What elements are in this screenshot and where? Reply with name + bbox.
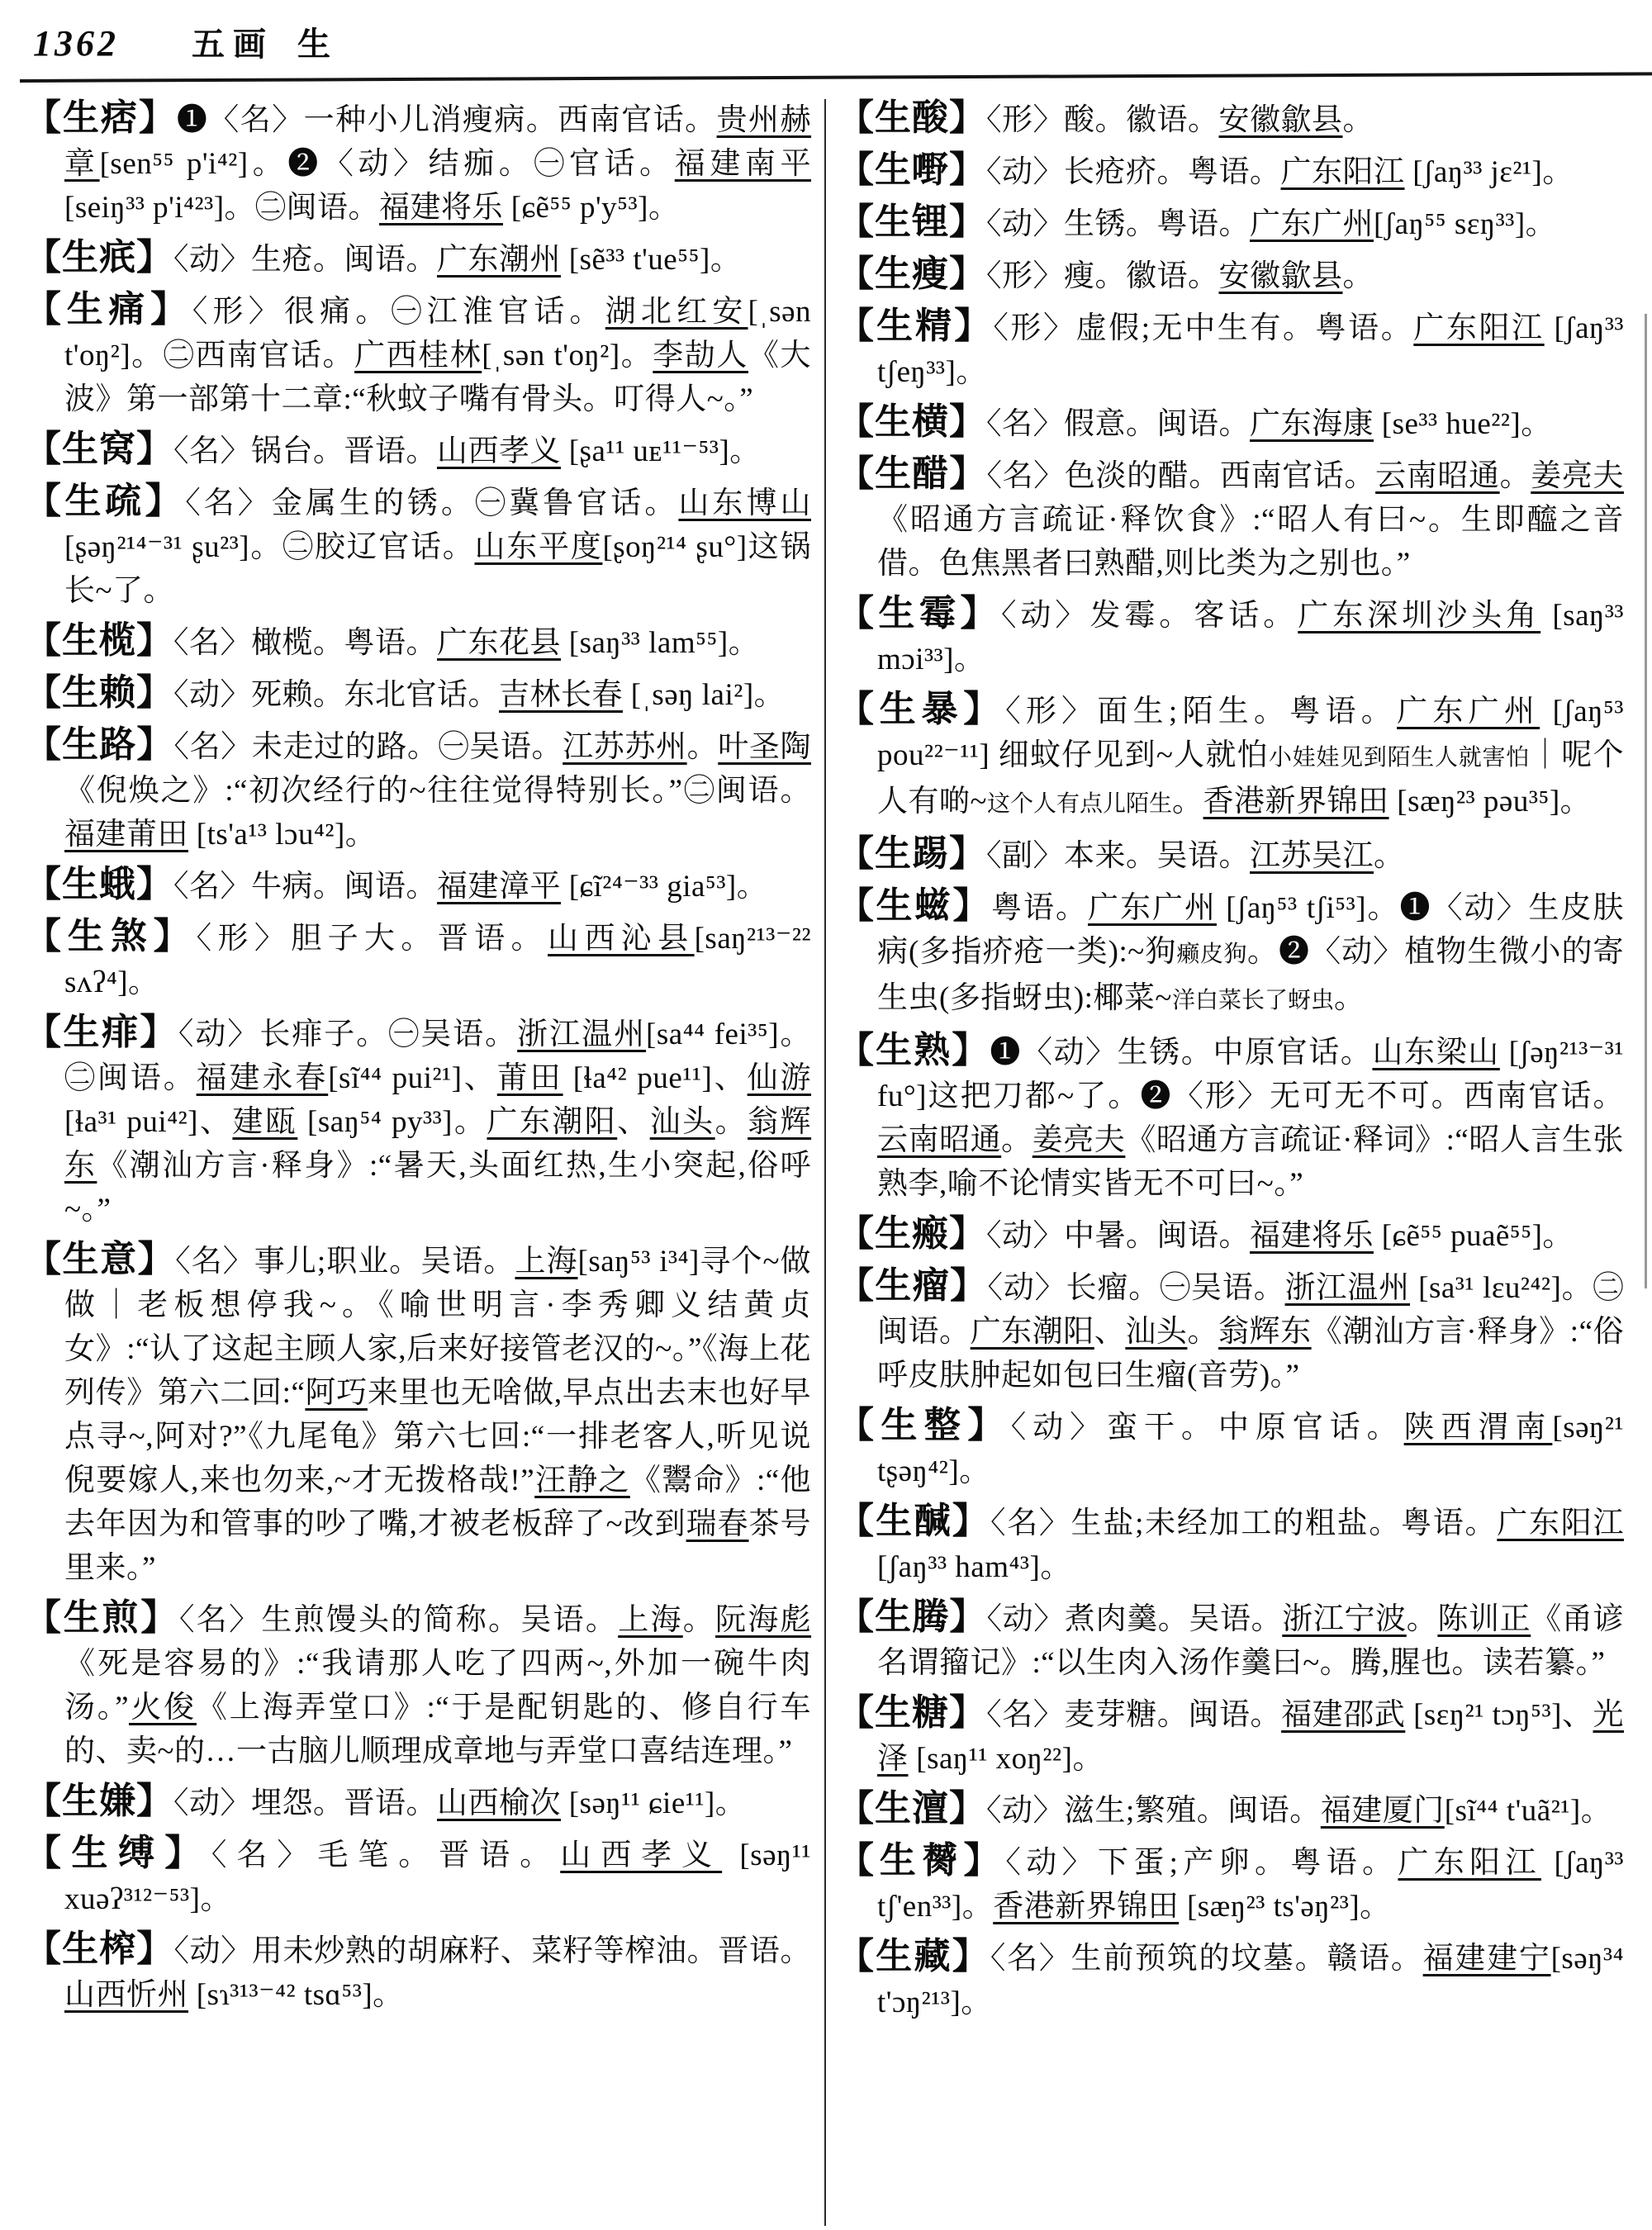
place-or-author-name: 广东花县 [437,626,561,660]
entry-headword: 【生窝】 [25,429,173,469]
entry-text: [ts'a¹³ lɔu⁴²]。 [188,818,377,852]
place-or-author-name: 福建建宁 [1422,1942,1551,1976]
place-or-author-name: 浙江温州 [517,1018,647,1051]
entry-text: 〈名〉生煎馒头的简称。吴语。 [179,1603,619,1637]
left-column [25,96,811,2023]
place-or-author-name: 山东博山 [678,486,812,520]
place-or-author-name: 福建莆田 [64,818,188,852]
entry-text: 茶号里来。” [64,1507,811,1585]
place-or-author-name: 阿巧 [305,1376,368,1410]
place-or-author-name: 莆田 [496,1061,563,1095]
place-or-author-name: 广东阳江 [1398,1846,1541,1880]
entry-headword: 【生瘢】 [838,1213,986,1254]
entry-text: 〈形〉很痛。㊀江淮官话。 [192,295,605,329]
place-or-author-name: 福建漳平 [437,870,561,904]
place-or-author-name: 福建将乐 [379,191,504,225]
place-or-author-name: 广东潮阳 [970,1315,1094,1349]
place-or-author-name: 山西孝义 [560,1839,723,1872]
entry-text: [saŋ⁵⁴ py³³]。 [297,1105,487,1139]
entry-headword: 【生疧】 [25,237,173,278]
entry-headword: 【生瘤】 [838,1265,988,1306]
stroke-section-label: 五画 [192,26,274,63]
dict-entry [838,687,1624,826]
entry-text: [sẽ³³ t'ue⁵⁵]。 [561,243,742,277]
entry-text: [sen⁵⁵ p'i⁴²]。❷〈动〉结痂。㊀官话。 [99,147,675,181]
place-or-author-name: 香港新界锦田 [993,1890,1180,1924]
entry-headword: 【生瘦】 [838,254,986,294]
entry-headword: 【生熟】 [838,1030,990,1070]
dict-entry [25,1596,811,1773]
entry-headword: 【生醋】 [838,453,987,494]
entry-headword: 【生缚】 [25,1833,211,1873]
dict-entry [25,671,811,717]
entry-text: 〈名〉橄榄。粤语。 [173,626,437,660]
place-or-author-name: 上海 [618,1603,683,1637]
dict-entry [838,1403,1624,1493]
entry-text: 《上海弄堂口》:“于是配钥匙的、修自行车的、卖~的…一古脑儿顺理成章地与弄堂口喜结连理。” [64,1691,812,1768]
dict-entry [838,452,1624,586]
entry-headword: 【生精】 [838,306,994,346]
entry-text: [saŋ³³ mɔi³³]。 [877,599,1625,676]
place-or-author-name: 广东潮州 [437,243,561,277]
place-or-author-name: 汪静之 [534,1464,630,1497]
entry-text: 〈名〉牛病。闽语。 [173,870,437,904]
entry-text: 。 [686,730,719,764]
place-or-author-name: 福建永春 [196,1061,329,1095]
place-or-author-name: 湖北红安 [605,295,748,329]
place-or-author-name: 翁辉东 [1218,1315,1312,1349]
place-or-author-name: 叶圣陶 [718,730,811,764]
entry-text: 粤语。 [991,891,1088,925]
entry-headword: 【生痞】 [25,97,177,138]
entry-text: 〈动〉死赖。东北官话。 [173,678,499,712]
entry-text: 〈动〉用未炒熟的胡麻籽、菜籽等榨油。晋语。 [173,1934,811,1968]
entry-text: [səŋ¹¹ ɕie¹¹]。 [561,1786,747,1820]
entry-text: [ɕẽ⁵⁵ puaẽ⁵⁵]。 [1374,1219,1574,1253]
place-or-author-name: 山西榆次 [437,1786,561,1820]
entry-text: 。 [1001,1123,1032,1157]
entry-headword: 【生痛】 [25,289,192,330]
entry-text: [ʃəŋ²¹³⁻³¹ fu°]这把刀都~了。❷〈形〉无可无不可。西南官话。 [877,1036,1624,1113]
dict-entry [838,96,1624,142]
entry-headword: 【生痱】 [25,1012,178,1052]
place-or-author-name: 陈训正 [1437,1602,1531,1636]
entry-text: 、 [1094,1315,1126,1349]
entry-text: 洋白菜长了蚜虫 [1171,988,1334,1013]
entry-text: [ʃaŋ³³ tʃ'en³³]。 [877,1846,1625,1924]
entry-headword: 【生螆】 [838,885,991,926]
entry-text: 〈名〉金属生的锈。㊀冀鲁官话。 [185,486,679,520]
entry-text: [ʃaŋ⁵⁵ sɛŋ³³]。 [1374,207,1557,241]
entry-text: [ˌsən t'oŋ²]。 [482,339,653,372]
place-or-author-name: 瑞春 [686,1507,749,1541]
entry-headword: 【生意】 [25,1239,176,1279]
entry-text: 〈名〉锅台。晋语。 [173,434,437,468]
entry-text: [ʃaŋ³³ ham⁴³]。 [877,1550,1071,1584]
entry-text: [ʂəŋ²¹⁴⁻³¹ ʂu²³]。㊁胶辽官话。 [64,530,475,564]
place-or-author-name: 李劼人 [653,339,748,372]
place-or-author-name: 广东阳江 [1413,311,1545,345]
page-edge-mark [1645,314,1647,1288]
entry-text: [səŋ¹¹ xuəʔ³¹²⁻⁵³]。 [64,1839,812,1916]
entry-headword: 【生榨】 [25,1929,174,1969]
place-or-author-name: 江苏苏州 [563,730,687,764]
entry-text: [ɕĩ²⁴⁻³³ gia⁵³]。 [561,870,768,904]
dict-entry [838,1212,1624,1258]
entry-text: [səŋ³⁴ t'ɔŋ²¹³]。 [877,1942,1625,2019]
entry-headword: 【生赖】 [25,672,173,713]
entry-text: 〈形〉胆子大。晋语。 [196,922,548,956]
entry-text: 〈动〉长痱子。㊀吴语。 [178,1018,518,1051]
entry-text: 〈形〉瘦。徽语。 [986,259,1219,293]
place-or-author-name: 云南昭通 [1375,459,1500,493]
entry-text: 〈动〉煮肉羹。吴语。 [986,1602,1283,1636]
place-or-author-name: 山东梁山 [1372,1036,1500,1070]
entry-text: ❶〈动〉生锈。中原官话。 [990,1036,1373,1070]
entry-text: [saŋ³³ lam⁵⁵]。 [561,626,760,660]
dict-entry [838,1264,1624,1397]
place-or-author-name: 江苏吴江 [1250,839,1374,873]
dict-entry [838,148,1624,194]
entry-text: 《潮汕方言·释身》:“俗呼皮肤肿起如包曰生瘤(音劳)。” [877,1315,1625,1393]
entry-text: 这个人有点儿陌生 [987,791,1173,817]
place-or-author-name: 安徽歙县 [1218,103,1343,137]
place-or-author-name: 广东潮阳 [487,1105,618,1139]
entry-text: 〈名〉生前预筑的坟墓。赣语。 [990,1942,1423,1976]
entry-text: 〈动〉长疮疥。粤语。 [986,155,1281,189]
dict-entry [838,400,1624,446]
place-or-author-name: 浙江宁波 [1282,1602,1407,1636]
entry-text: 〈形〉酸。徽语。 [986,103,1219,137]
entry-headword: 【生煞】 [25,916,197,956]
dict-entry [25,235,811,282]
entry-text: 〈名〉毛笔。晋语。 [211,1839,561,1872]
entry-headword: 【生榄】 [25,620,173,661]
entry-headword: 【生横】 [838,401,986,442]
place-or-author-name: 光泽 [877,1698,1625,1776]
dict-entry [25,479,811,613]
dict-entry [838,1499,1624,1589]
dict-entry [25,1779,811,1825]
dict-entry [838,884,1624,1022]
entry-text: 。 [682,1603,715,1637]
entry-headword: 【生嫌】 [25,1781,173,1821]
place-or-author-name: 山东平度 [474,530,603,564]
entry-text: 〈名〉未走过的路。㊀吴语。 [173,730,563,764]
place-or-author-name: 云南昭通 [877,1123,1002,1157]
entry-text: 〈形〉虚假;无中生有。粤语。 [993,311,1414,345]
place-or-author-name: 福建将乐 [1250,1219,1374,1253]
entry-headword: 【生腾】 [838,1597,987,1637]
entry-text: [sĩ⁴⁴ pui²¹]、 [328,1061,497,1095]
dict-entry [838,591,1624,681]
entry-headword: 【生膥】 [838,1840,1006,1881]
entry-text: [ɬa³¹ pui⁴²]、 [64,1105,233,1139]
dict-entry [25,862,811,909]
dict-entry [25,1010,811,1231]
place-or-author-name: 福建厦门 [1320,1794,1445,1828]
dict-entry [25,619,811,665]
place-or-author-name: 香港新界锦田 [1203,785,1389,818]
place-or-author-name: 山西沁县 [548,922,695,956]
dict-entry [838,1934,1624,2024]
entry-text: [sæŋ²³ pəu³⁵]。 [1389,785,1592,818]
entry-text: 〈名〉事儿;职业。吴语。 [175,1245,515,1279]
entry-text: 。 [1333,981,1365,1015]
entry-text: [səŋ²¹ tʂəŋ⁴²]。 [877,1411,1625,1488]
entry-headword: 【生整】 [838,1405,1011,1445]
entry-text: 《大波》第一部第十二章:“秋蚊子嘴有骨头。叮得人~。” [64,339,812,416]
place-or-author-name: 广西桂林 [354,339,482,372]
dict-entry [838,1028,1624,1206]
place-or-author-name: 安徽歙县 [1218,259,1343,293]
dict-entry [838,304,1624,394]
entry-text: 。 [1342,103,1374,137]
entry-headword: 【生路】 [25,724,174,765]
entry-text: 。 [714,1105,748,1139]
entry-text: 〈动〉下蛋;产卵。粤语。 [1005,1846,1398,1880]
entry-text: 。 [1406,1602,1438,1636]
dict-entry [25,287,811,421]
entry-text: 〈动〉生疮。闽语。 [173,243,437,277]
entry-text: 《死是容易的》:“我请那人吃了四两~,外加一碗牛肉汤。” [64,1647,811,1725]
entry-text: ｜呢个人有啲~ [877,738,1624,818]
entry-text: [ˌsəŋ lai²]。 [623,678,786,712]
entry-text: 、 [617,1105,650,1139]
entry-text: 〈动〉蛮干。中原官话。 [1010,1411,1404,1445]
place-or-author-name: 阮海彪 [715,1603,812,1637]
entry-text: 来里也无啥做,早点出去末也好早点寻~,阿对?”《九尾龟》第六七回:“一排老客人,听见说倪要嫁人,来也勿来,~才无拨格哉!” [64,1376,812,1497]
entry-text: [se³³ hue²²]。 [1374,407,1552,441]
dict-entry [838,1595,1624,1685]
place-or-author-name: 广东海康 [1250,407,1374,441]
entry-text: 〈名〉生盐;未经加工的粗盐。粤语。 [990,1506,1498,1540]
entry-text: 〈动〉生锈。粤语。 [986,207,1250,241]
entry-headword: 【生锂】 [838,202,986,242]
place-or-author-name: 福建南平 [674,147,812,181]
place-or-author-name: 山西孝义 [437,434,561,468]
entry-text: [saŋ²¹³⁻²² sʌʔ⁴]。 [64,922,812,999]
entry-headword: 【生嘢】 [838,149,986,190]
page-header [33,18,330,71]
entry-text: [sa⁴⁴ fei³⁵]。㊁闽语。 [64,1018,812,1095]
entry-text: 〈动〉发霉。客话。 [1000,599,1298,633]
entry-text: 癞皮狗 [1176,942,1248,967]
header-rule [20,72,1652,83]
radical-label: 生 [297,26,330,63]
dict-entry [838,1786,1624,1833]
entry-text: 《甬谚名谓籀记》:“以生肉入汤作羹曰~。腾,腥也。读若纂。” [877,1602,1624,1680]
entry-headword: 【生醎】 [838,1501,990,1541]
entry-text: [ʃaŋ³³ tʃeŋ³³]。 [877,311,1625,389]
place-or-author-name: 贵州赫章 [64,103,812,181]
place-or-author-name: 浙江温州 [1284,1271,1411,1305]
page-number: 1362 [33,23,119,64]
entry-text: 小娃娃见到陌生人就害怕 [1268,745,1530,771]
place-or-author-name: 广东阳江 [1280,155,1405,189]
dict-entry [25,96,811,230]
entry-text: [ʃaŋ⁵³ pou²²⁻¹¹] 细蚊仔见到~人就怕 [877,695,1625,772]
entry-text: 〈动〉滋生;繁殖。闽语。 [986,1794,1321,1828]
place-or-author-name: 汕头 [649,1105,715,1139]
place-or-author-name: 山西忻州 [64,1978,188,2012]
entry-text: [sɛŋ²¹ tɔŋ⁵³]、 [1405,1698,1593,1732]
entry-text: [seiŋ³³ p'i⁴²³]。㊁闽语。 [64,191,380,225]
entry-headword: 【生酸】 [838,97,986,138]
entry-text: [ˌsən t'oŋ²]。㊁西南官话。 [64,295,812,372]
entry-headword: 【生澶】 [838,1788,986,1829]
entry-text: [ɬa⁴² pue¹¹]、 [563,1061,748,1095]
place-or-author-name: 福建邵武 [1281,1698,1406,1732]
entry-headword: 【生暴】 [838,689,1006,729]
dict-entry [25,914,811,1004]
place-or-author-name: 汕头 [1125,1315,1188,1349]
dict-entry [25,1831,811,1921]
entry-text: [saŋ⁵³ i³⁴]寻个~做做｜老板想停我~。《喻世明言·李秀卿义结黄贞女》:“认了这起主顾人家,后来好接管老汉的~。”《海上花列传》第六二回:“ [64,1245,812,1410]
entry-text: 《昭通方言疏证·释词》:“昭人言生张熟李,喻不论情实皆无不可曰~。” [877,1123,1625,1201]
dict-entry [838,832,1624,878]
entry-text: 《鬻命》:“他去年因为和管事的吵了嘴,才被老板辞了~改到 [64,1464,811,1541]
entry-text: [saŋ¹¹ xoŋ²²]。 [908,1742,1104,1776]
entry-text: [ʃaŋ³³ jɛ²¹]。 [1404,155,1574,189]
dict-entry [838,252,1624,298]
entry-headword: 【生糖】 [838,1692,987,1733]
entry-text: 〈名〉假意。闽语。 [986,407,1250,441]
entry-text: [sa³¹ lɛu²⁴²]。㊁闽语。 [877,1271,1625,1349]
entry-text: [ʂoŋ²¹⁴ ʂu°]这锅长~了。 [64,530,812,608]
place-or-author-name: 上海 [515,1245,578,1279]
place-or-author-name: 广东广州 [1088,891,1217,925]
entry-text: [ɕẽ⁵⁵ p'y⁵³]。 [503,191,680,225]
entry-headword: 【生踢】 [838,833,986,874]
column-divider [824,99,826,2226]
entry-text: [ʃaŋ⁵³ tʃi⁵³]。❶〈动〉生皮肤病(多指疥疮一类):~狗 [877,891,1625,969]
entry-text: ❶〈名〉一种小儿消瘦病。西南官话。 [176,103,717,137]
entry-text: [sɿ³¹³⁻⁴² tsɑ⁵³]。 [188,1978,404,2012]
entry-text: 〈副〉本来。吴语。 [986,839,1250,873]
place-or-author-name: 建瓯 [232,1105,298,1139]
entry-text: 。 [1172,785,1203,818]
entry-text: 《倪焕之》:“初次经行的~往往觉得特别长。”㊁闽语。 [64,774,811,808]
right-column [838,96,1624,2030]
place-or-author-name: 翁辉东 [64,1105,812,1183]
entry-text: 。 [1342,259,1374,293]
entry-text: [sĩ⁴⁴ t'uã²¹]。 [1444,1794,1612,1828]
dict-entry [838,1839,1624,1929]
place-or-author-name: 广东深圳沙头角 [1298,599,1541,633]
entry-text: 《潮汕方言·释身》:“暑天,头面红热,生小突起,俗呼~。” [64,1149,811,1226]
entry-headword: 【生霉】 [838,593,1001,633]
dict-entry [25,723,811,856]
place-or-author-name: 吉林长春 [499,678,623,712]
entry-text: 。 [1187,1315,1218,1349]
entry-text: 〈动〉埋怨。晋语。 [173,1786,437,1820]
entry-text: 〈形〉面生;陌生。粤语。 [1005,695,1398,728]
entry-text: 。 [1374,839,1405,873]
entry-headword: 【生蛾】 [25,864,173,904]
entry-text: 。❷〈动〉植物生微小的寄生虫(多指蚜虫):椰菜~ [877,935,1624,1015]
dict-entry [25,1927,811,2017]
place-or-author-name: 广东广州 [1397,695,1540,728]
place-or-author-name: 陕西渭南 [1403,1411,1553,1445]
entry-text: 。 [1499,459,1531,493]
entry-text: [sæŋ²³ ts'əŋ²³]。 [1179,1890,1391,1924]
entry-text: [ʂa¹¹ uᴇ¹¹⁻⁵³]。 [561,434,761,468]
entry-headword: 【生煎】 [25,1597,180,1638]
dict-entry [25,427,811,473]
entry-text: 〈动〉中暑。闽语。 [986,1219,1250,1253]
entry-text: 〈名〉麦芽糖。闽语。 [986,1698,1282,1732]
place-or-author-name: 广东阳江 [1497,1506,1625,1540]
dict-entry [838,200,1624,246]
entry-text: 〈名〉色淡的醋。西南官话。 [986,459,1376,493]
place-or-author-name: 仙游 [747,1061,812,1095]
place-or-author-name: 姜亮夫 [1531,459,1624,493]
entry-text: 《昭通方言疏证·释饮食》:“昭人有曰~。生即醯之音借。色焦黑者曰熟醋,则比类为之别也。” [877,503,1624,581]
place-or-author-name: 广东广州 [1250,207,1374,241]
dict-entry [25,1237,811,1590]
place-or-author-name: 火俊 [129,1691,197,1725]
place-or-author-name: 姜亮夫 [1032,1123,1126,1157]
entry-headword: 【生疏】 [25,481,186,521]
dict-entry [838,1691,1624,1781]
entry-text: 〈动〉长瘤。㊀吴语。 [987,1271,1285,1305]
entry-headword: 【生藏】 [838,1936,990,1976]
